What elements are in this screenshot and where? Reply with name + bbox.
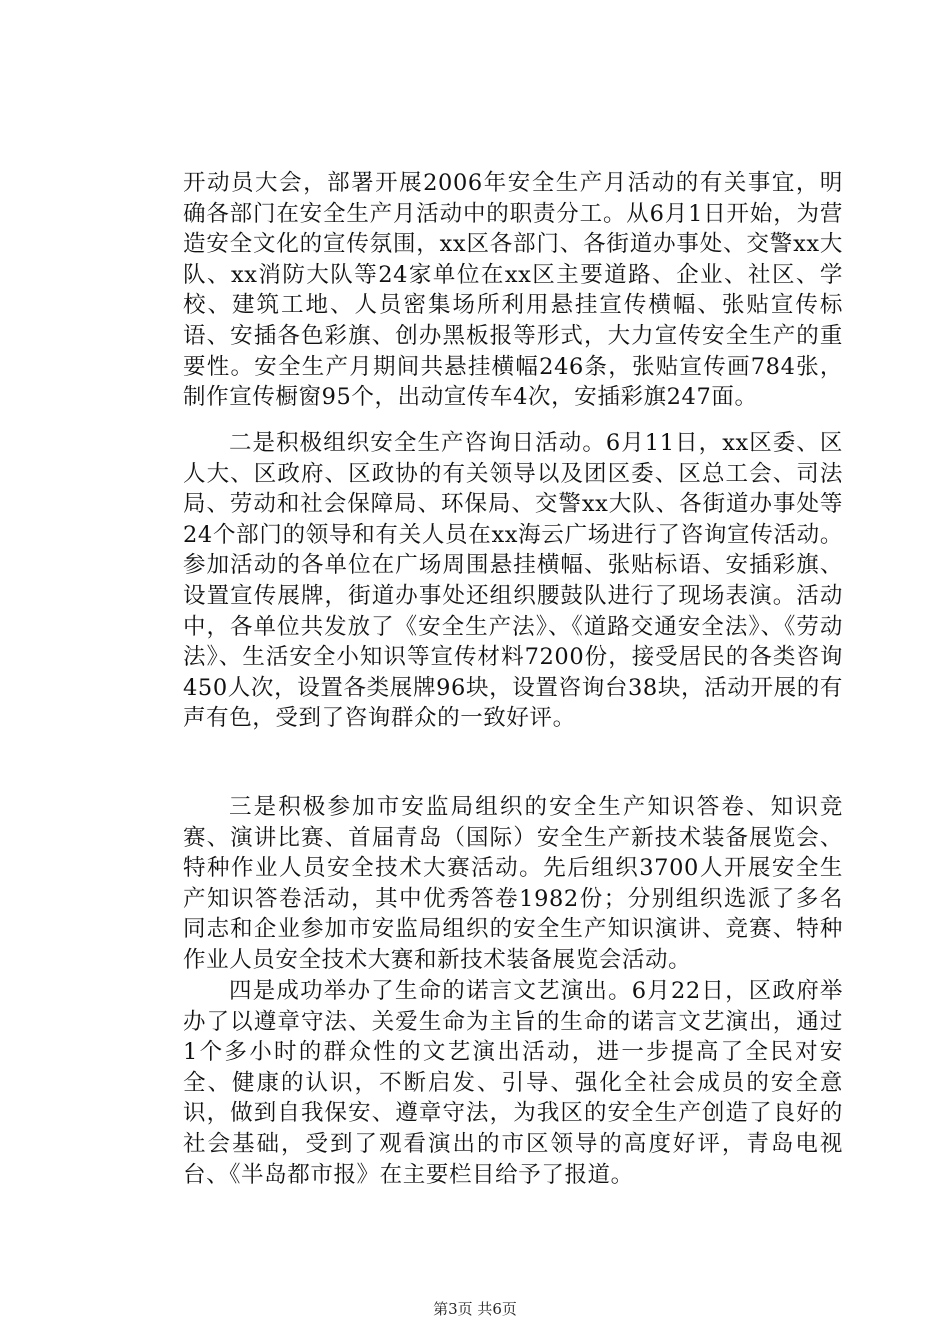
paragraph-safety-month-kickoff bbox=[183, 168, 843, 413]
page-number-footer: 第3页 共6页 bbox=[433, 1300, 517, 1318]
paragraph-text: 二是积极组织安全生产咨询日活动。6月11日，xx区委、区人大、区政府、区政协的有关领导以及团区委、区总工会、司法局、劳动和社会保障局、环保局、交警xx大队、各街道办事处等24个部门的领导和有关人员在xx海云广场进行了咨询宣传活动。参加活动的各单位在广场周围悬挂横幅、张贴标语、安插彩旗、设置宣传展牌，街道办事处还组织腰鼓队进行了现场表演。活动中，各单位共发放了《安全生产法》、《道路交通安全法》、《劳动法》、生活安全小知识等宣传材料7200份，接受居民的各类咨询450人次，设置各类展牌96块，设置咨询台38块，活动开展的有声有色，受到了咨询群众的一致好评。 bbox=[183, 430, 843, 732]
paragraph-text: 三是积极参加市安监局组织的安全生产知识答卷、知识竞赛、演讲比赛、首届青岛（国际）安全生产新技术装备展览会、特种作业人员安全技术大赛活动。先后组织3700人开展安全生产知识答卷活动，其中优秀答卷1982份；分别组织选派了多名同志和企业参加市安监局组织的安全生产知识演讲、竞赛、特种作业人员安全技术大赛和新技术装备展览会活动。 bbox=[183, 794, 843, 973]
paragraph-knowledge-contest bbox=[183, 792, 843, 976]
paragraph-text: 四是成功举办了生命的诺言文艺演出。6月22日，区政府举办了以遵章守法、关爱生命为主旨的生命的诺言文艺演出，通过1个多小时的群众性的文艺演出活动，进一步提高了全民对安全、健康的认识，不断启发、引导、强化全社会成员的安全意识，做到自我保安、遵章守法，为我区的安全生产创造了良好的社会基础，受到了观看演出的市区领导的高度好评，青岛电视台、《半岛都市报》在主要栏目给予了报道。 bbox=[183, 978, 843, 1188]
paragraph-text: 开动员大会，部署开展2006年安全生产月活动的有关事宜，明确各部门在安全生产月活动中的职责分工。从6月1日开始，为营造安全文化的宣传氛围，xx区各部门、各街道办事处、交警xx大队、xx消防大队等24家单位在xx区主要道路、企业、社区、学校、建筑工地、人员密集场所利用悬挂宣传横幅、张贴宣传标语、安插各色彩旗、创办黑板报等形式，大力宣传安全生产的重要性。安全生产月期间共悬挂横幅246条，张贴宣传画784张，制作宣传橱窗95个，出动宣传车4次，安插彩旗247面。 bbox=[183, 170, 843, 411]
paragraph-art-performance bbox=[183, 976, 843, 1190]
paragraph-consultation-day bbox=[183, 428, 843, 734]
